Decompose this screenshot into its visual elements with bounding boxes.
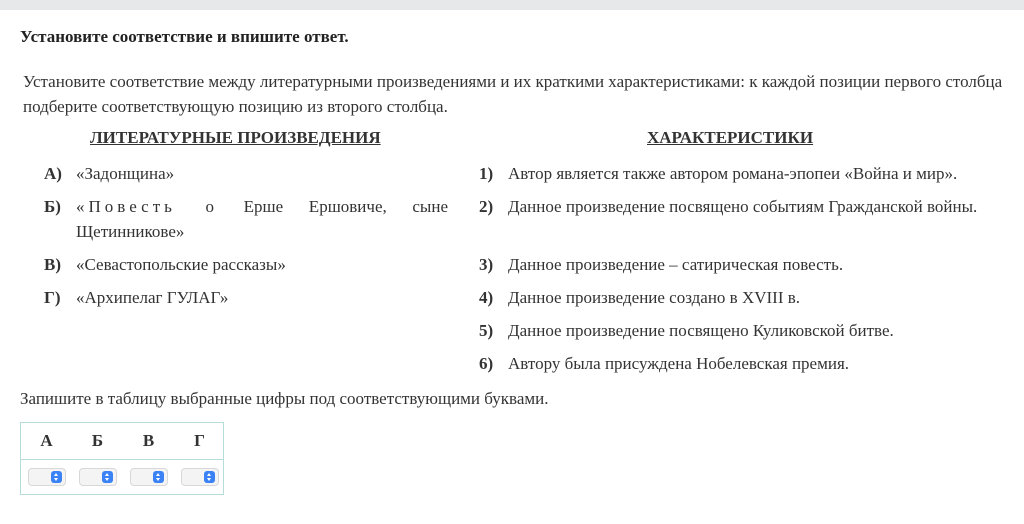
- characteristic-text: Данное произведение посвящено Куликовской битве.: [508, 321, 894, 340]
- characteristic-item-5: [479, 318, 993, 343]
- work-text-rest: Ерше Ершовиче, сыне Щетинникове»: [76, 197, 448, 241]
- answer-select-g[interactable]: [181, 468, 219, 486]
- answer-prompt: Запишите в таблицу выбранные цифры под соответствующими буквами.: [20, 389, 549, 408]
- characteristic-item-4: [479, 285, 993, 310]
- work-text-spaced: «Повесть о: [76, 197, 219, 216]
- work-marker: В): [44, 255, 61, 274]
- characteristic-marker: 5): [479, 321, 494, 340]
- work-text: «Архипелаг ГУЛАГ»: [76, 288, 229, 307]
- answer-header-g: Г: [194, 431, 205, 450]
- work-marker: Г): [44, 288, 61, 307]
- characteristic-text: Автор является также автором романа-эпопеи «Война и мир».: [508, 164, 958, 183]
- characteristic-item-2: [479, 194, 993, 244]
- work-text: [76, 194, 448, 244]
- characteristic-item-1: [479, 161, 993, 186]
- work-item-a: [44, 161, 450, 186]
- characteristic-text: Автору была присуждена Нобелевская премия.: [508, 354, 850, 373]
- characteristic-marker: 2): [479, 197, 494, 216]
- answer-table: [20, 422, 224, 495]
- select-arrows-icon: [153, 471, 164, 483]
- answer-select-v[interactable]: [130, 468, 168, 486]
- answer-header-a: А: [40, 431, 53, 450]
- answer-select-b[interactable]: [79, 468, 117, 486]
- characteristic-marker: 1): [479, 164, 494, 183]
- work-item-g: [44, 285, 450, 310]
- task-title: Установите соответствие и впишите ответ.: [20, 27, 349, 46]
- work-marker: А): [44, 164, 62, 183]
- select-arrows-icon: [102, 471, 113, 483]
- characteristic-marker: 4): [479, 288, 494, 307]
- work-marker: Б): [44, 197, 61, 216]
- answer-table-divider: [21, 459, 223, 460]
- characteristics-column-header: ХАРАКТЕРИСТИКИ: [647, 128, 814, 147]
- work-item-b: [44, 194, 450, 244]
- characteristic-item-6: [479, 351, 993, 376]
- select-arrows-icon: [51, 471, 62, 483]
- work-text: «Задонщина»: [76, 164, 175, 183]
- characteristic-marker: 6): [479, 354, 494, 373]
- answer-header-b: Б: [91, 431, 104, 450]
- works-column-header: ЛИТЕРАТУРНЫЕ ПРОИЗВЕДЕНИЯ: [90, 128, 381, 147]
- work-text: «Севастопольские рассказы»: [76, 255, 286, 274]
- characteristic-item-3: [479, 252, 993, 277]
- task-instruction: Установите соответствие между литературными произведениями и их краткими характеристиками: к каждой позиции первого столбца подберите соответствующую позицию из второго столбца.: [23, 72, 1003, 116]
- answer-select-a[interactable]: [28, 468, 66, 486]
- characteristic-text: Данное произведение посвящено событиям Гражданской войны.: [508, 197, 978, 216]
- characteristic-marker: 3): [479, 255, 494, 274]
- characteristic-text: Данное произведение создано в XVIII в.: [508, 288, 801, 307]
- top-bar: [0, 0, 1024, 10]
- select-arrows-icon: [204, 471, 215, 483]
- work-item-v: [44, 252, 450, 277]
- characteristic-text: Данное произведение – сатирическая повесть.: [508, 255, 844, 274]
- answer-header-v: В: [142, 431, 155, 450]
